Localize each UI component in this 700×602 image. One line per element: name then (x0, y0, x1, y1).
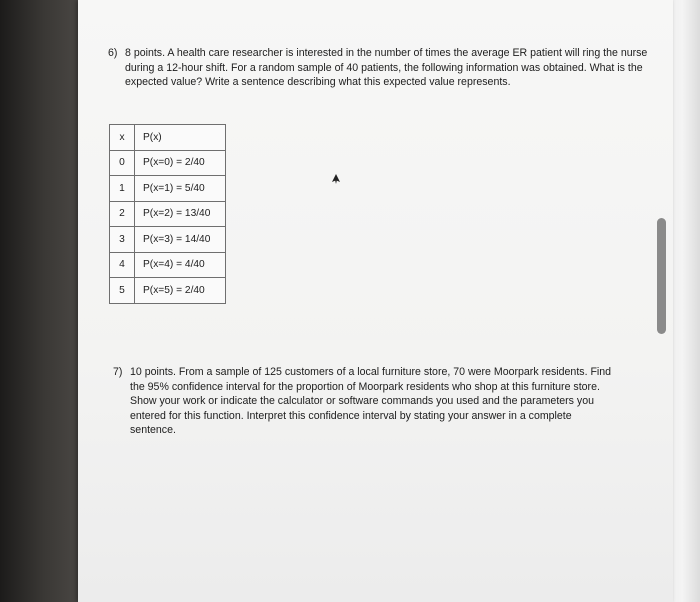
question-6-text: 8 points. A health care researcher is interested in the number of times the average ER patient will ring the nurse during a 12-hour shift. For a random sample of 40 patients, the following information was obtained. What is the expected value? Write a sentence describing what this expected value represents. (125, 47, 648, 88)
table-header-row (110, 125, 226, 151)
cell-p: P(x=5) = 2/40 (135, 278, 226, 304)
mouse-cursor-icon (330, 173, 342, 185)
cell-x: 5 (110, 278, 135, 304)
table-row (110, 252, 226, 278)
table-row (110, 278, 226, 304)
cell-x: 0 (110, 150, 135, 176)
cell-x: 2 (110, 201, 135, 227)
question-6-number: 6) (108, 47, 118, 59)
question-7-text: 10 points. From a sample of 125 customers of a local furniture store, 70 were Moorpark residents. Find the 95% confidence interval for the proportion of Moorpark residents who shop at this furniture store. Show your work or indicate the calculator or software commands you used and the parameters you entered for this function. Interpret this confidence interval by stating your answer in a complete sentence. (130, 366, 612, 436)
probability-table (109, 124, 226, 304)
scrollbar-thumb[interactable] (657, 218, 666, 334)
table-row (110, 201, 226, 227)
question-7-number: 7) (113, 366, 123, 378)
background-left (0, 0, 80, 602)
cell-x: 3 (110, 227, 135, 253)
table-row (110, 150, 226, 176)
header-px: P(x) (135, 125, 226, 151)
cell-x: 1 (110, 176, 135, 202)
cell-p: P(x=4) = 4/40 (135, 252, 226, 278)
cell-x: 4 (110, 252, 135, 278)
question-6 (108, 46, 653, 90)
table-row (110, 227, 226, 253)
cell-p: P(x=3) = 14/40 (135, 227, 226, 253)
cell-p: P(x=0) = 2/40 (135, 150, 226, 176)
table-row (110, 176, 226, 202)
question-7 (113, 365, 613, 438)
cell-p: P(x=1) = 5/40 (135, 176, 226, 202)
cell-p: P(x=2) = 13/40 (135, 201, 226, 227)
header-x: x (110, 125, 135, 151)
